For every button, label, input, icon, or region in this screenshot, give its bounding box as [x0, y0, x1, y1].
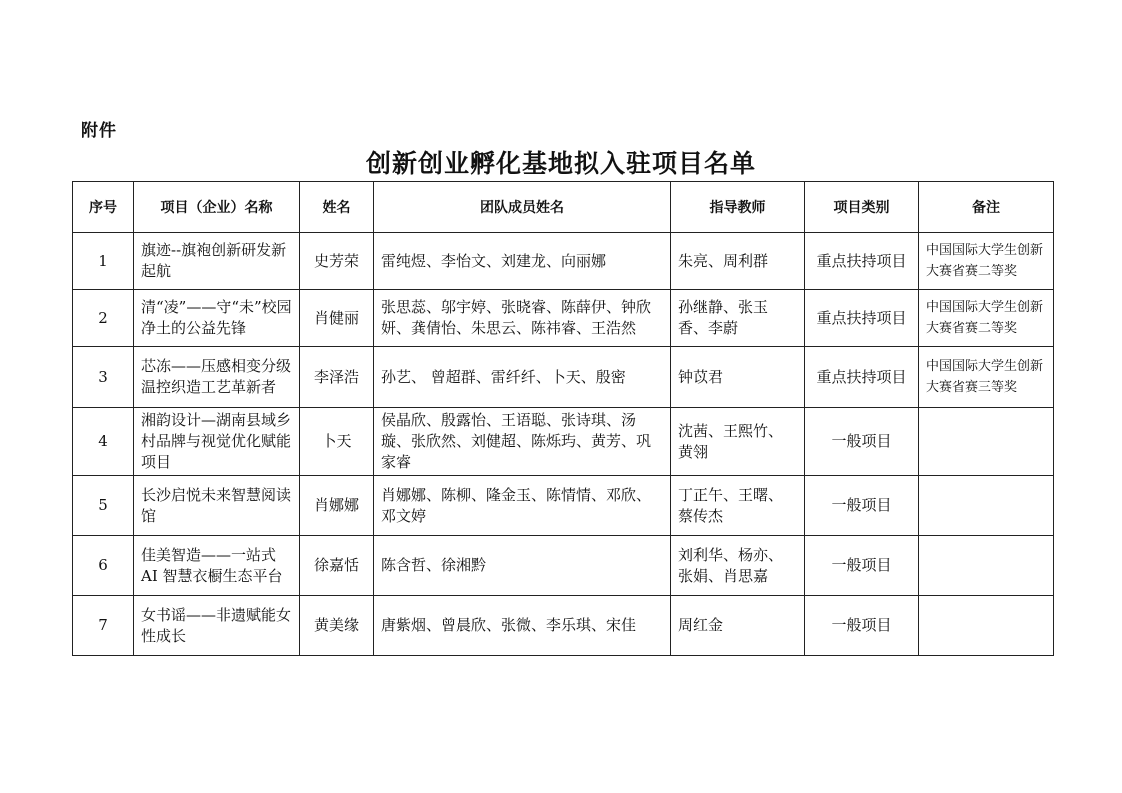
cell-no: 7	[73, 596, 134, 656]
cell-project: 芯冻——压感相变分级温控织造工艺革新者	[134, 347, 300, 408]
cell-members: 陈含哲、徐湘黔	[374, 536, 671, 596]
cell-members: 侯晶欣、殷露怡、王语聪、张诗琪、汤璇、张欣然、刘健超、陈烁玙、黄芳、巩家睿	[374, 408, 671, 476]
cell-category: 一般项目	[805, 596, 919, 656]
cell-advisor: 刘利华、杨亦、张娟、肖思嘉	[671, 536, 805, 596]
cell-project: 佳美智造——一站式AI 智慧衣橱生态平台	[134, 536, 300, 596]
cell-remarks: 中国国际大学生创新大赛省赛二等奖	[919, 233, 1054, 290]
cell-advisor: 孙继静、张玉香、李蔚	[671, 290, 805, 347]
header-category: 项目类别	[805, 182, 919, 233]
cell-members: 雷纯煜、李怡文、刘建龙、向丽娜	[374, 233, 671, 290]
header-no: 序号	[73, 182, 134, 233]
cell-no: 3	[73, 347, 134, 408]
header-members: 团队成员姓名	[374, 182, 671, 233]
cell-advisor: 丁正午、王曙、蔡传杰	[671, 476, 805, 536]
cell-name: 肖健丽	[300, 290, 374, 347]
header-project: 项目（企业）名称	[134, 182, 300, 233]
cell-category: 重点扶持项目	[805, 347, 919, 408]
table-row	[73, 596, 1054, 656]
table-row	[73, 290, 1054, 347]
cell-advisor: 钟苡君	[671, 347, 805, 408]
cell-advisor: 周红金	[671, 596, 805, 656]
cell-name: 卜天	[300, 408, 374, 476]
cell-advisor: 朱亮、周利群	[671, 233, 805, 290]
cell-category: 一般项目	[805, 476, 919, 536]
project-list-table	[72, 181, 1054, 656]
cell-name: 史芳荣	[300, 233, 374, 290]
cell-name: 黄美缘	[300, 596, 374, 656]
cell-project: 清“凌”——守“未”校园净土的公益先锋	[134, 290, 300, 347]
table-row	[73, 347, 1054, 408]
cell-project: 湘韵设计—湖南县域乡村品牌与视觉优化赋能项目	[134, 408, 300, 476]
cell-remarks	[919, 476, 1054, 536]
cell-remarks: 中国国际大学生创新大赛省赛三等奖	[919, 347, 1054, 408]
document-title: 创新创业孵化基地拟入驻项目名单	[365, 149, 756, 178]
cell-name: 徐嘉恬	[300, 536, 374, 596]
cell-category: 一般项目	[805, 536, 919, 596]
table-row	[73, 476, 1054, 536]
cell-name: 肖娜娜	[300, 476, 374, 536]
cell-category: 一般项目	[805, 408, 919, 476]
cell-remarks	[919, 408, 1054, 476]
cell-remarks	[919, 536, 1054, 596]
cell-no: 4	[73, 408, 134, 476]
cell-advisor: 沈茜、王熙竹、黄翎	[671, 408, 805, 476]
table-row	[73, 233, 1054, 290]
cell-project: 旗迹--旗袍创新研发新起航	[134, 233, 300, 290]
cell-members: 唐紫烟、曾晨欣、张微、李乐琪、宋佳	[374, 596, 671, 656]
cell-project: 长沙启悦未来智慧阅读馆	[134, 476, 300, 536]
header-name: 姓名	[300, 182, 374, 233]
table-row	[73, 536, 1054, 596]
cell-category: 重点扶持项目	[805, 290, 919, 347]
cell-category: 重点扶持项目	[805, 233, 919, 290]
attachment-label: 附件	[81, 121, 117, 141]
table-row	[73, 408, 1054, 476]
cell-name: 李泽浩	[300, 347, 374, 408]
cell-members: 肖娜娜、陈柳、隆金玉、陈情情、邓欣、邓文婷	[374, 476, 671, 536]
cell-project: 女书谣——非遗赋能女性成长	[134, 596, 300, 656]
table-header-row	[73, 182, 1054, 233]
cell-no: 2	[73, 290, 134, 347]
cell-no: 5	[73, 476, 134, 536]
cell-members: 张思蕊、邬宇婷、张晓睿、陈薛伊、钟欣妍、龚倩怡、朱思云、陈祎睿、王浩然	[374, 290, 671, 347]
cell-no: 1	[73, 233, 134, 290]
header-remarks: 备注	[919, 182, 1054, 233]
cell-remarks	[919, 596, 1054, 656]
cell-members: 孙艺、 曾超群、雷纤纤、卜天、殷密	[374, 347, 671, 408]
cell-no: 6	[73, 536, 134, 596]
cell-remarks: 中国国际大学生创新大赛省赛二等奖	[919, 290, 1054, 347]
header-advisor: 指导教师	[671, 182, 805, 233]
